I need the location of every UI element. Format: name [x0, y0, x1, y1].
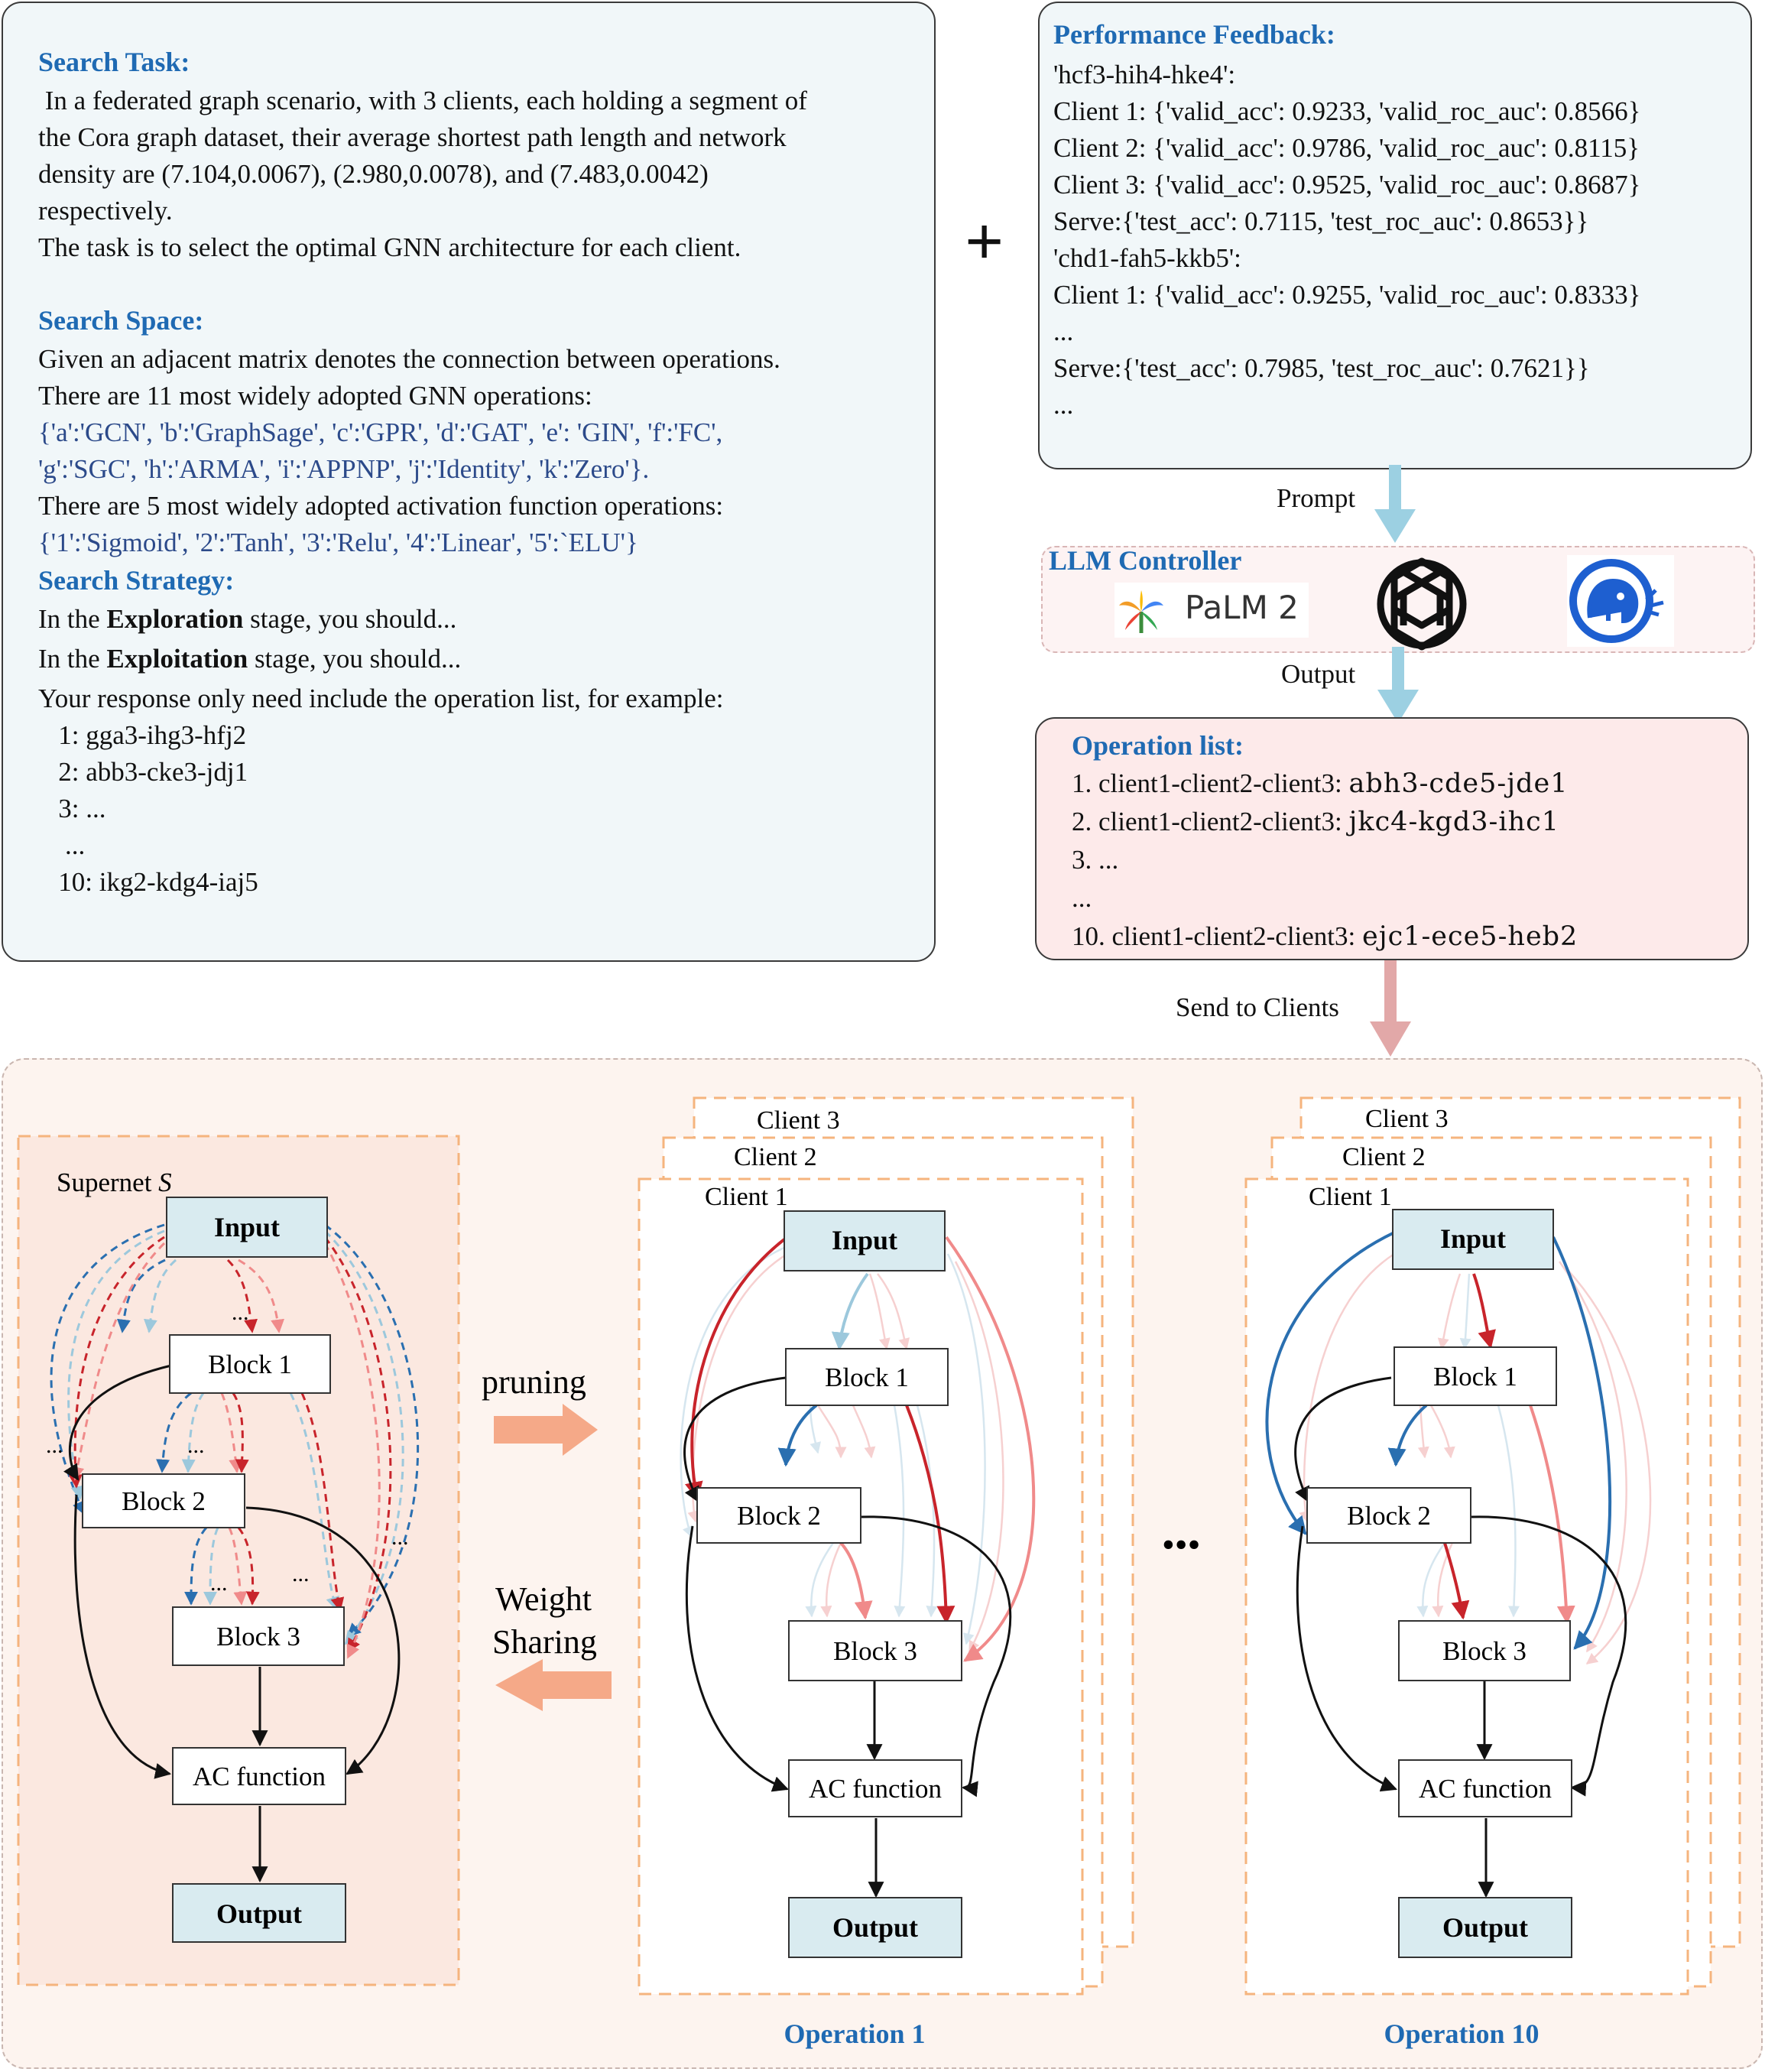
op10-client3-label: Client 3 [1365, 1105, 1449, 1133]
search-task-line: density are (7.104,0.0067), (2.980,0.0078), and (7.483,0.0042) [38, 159, 709, 189]
feedback-line: Client 3: {'valid_acc': 0.9525, 'valid_roc_auc': 0.8687} [1053, 170, 1641, 200]
supernet-input-node [167, 1197, 327, 1257]
op10-client2-label: Client 2 [1342, 1143, 1426, 1171]
operation-code: jkc4-kgd3-ihc1 [1348, 807, 1559, 837]
supernet-block1-node [170, 1335, 330, 1393]
svg-text:Input: Input [831, 1225, 898, 1255]
prompt-label: Prompt [1277, 483, 1356, 513]
palm-label: PaLM 2 [1185, 589, 1299, 626]
search-task-line: The task is to select the optimal GNN architecture for each client. [38, 232, 741, 262]
search-task-line: the Cora graph dataset, their average shortest path length and network [38, 122, 787, 152]
svg-text:Block 1: Block 1 [1433, 1362, 1517, 1392]
operation-code: abh3-cde5-jde1 [1348, 768, 1569, 799]
operation-prefix: 10. client1-client2-client3: [1072, 921, 1363, 951]
feedback-line: 'chd1-fah5-kkb5': [1053, 243, 1241, 273]
operation-code: ejc1-ece5-heb2 [1362, 921, 1578, 952]
op10-block2-node [1307, 1488, 1471, 1543]
exploration-word: Exploration [106, 604, 244, 634]
feedback-line: Serve:{'test_acc': 0.7985, 'test_roc_auc': 0.7621}} [1053, 353, 1590, 383]
supernet-ac-node [173, 1748, 346, 1804]
operation-list-title: Operation list: [1072, 730, 1244, 761]
pruning-label: pruning [482, 1363, 586, 1401]
supernet-frame [18, 1136, 459, 1985]
activation-intro: There are 5 most widely adopted activation function operations: [38, 491, 724, 521]
svg-text:...: ... [292, 1561, 310, 1586]
search-space-title: Search Space: [38, 305, 204, 336]
feedback-line: Serve:{'test_acc': 0.7115, 'test_roc_auc': 0.8653}} [1053, 206, 1589, 236]
svg-text:Output: Output [832, 1912, 919, 1943]
svg-text:...: ... [391, 1525, 409, 1550]
response-line: Your response only need include the operation list, for example: [38, 684, 724, 713]
feedback-line: 'hcf3-hih4-hke4': [1053, 60, 1236, 89]
op1-block2-node [697, 1488, 861, 1543]
svg-text:Input: Input [1439, 1223, 1507, 1254]
send-label: Send to Clients [1176, 992, 1339, 1022]
op1-block1-node [786, 1349, 948, 1405]
op10-block1-node [1394, 1347, 1556, 1405]
weight-sharing-arrow-icon [495, 1659, 612, 1711]
svg-text:Block 2: Block 2 [1347, 1501, 1431, 1531]
op10-input-node [1393, 1210, 1553, 1269]
example-line: 10: ikg2-kdg4-iaj5 [38, 867, 258, 897]
search-task-line: In a federated graph scenario, with 3 clients, each holding a segment of [38, 86, 807, 115]
svg-text:AC function: AC function [1418, 1774, 1552, 1804]
svg-text:Block 3: Block 3 [833, 1636, 917, 1666]
plus-icon: + [965, 204, 1004, 280]
exploitation-prefix: In the [38, 644, 107, 674]
search-task-line: respectively. [38, 196, 173, 226]
op10-block3-node [1399, 1621, 1570, 1681]
svg-text:Block 2: Block 2 [122, 1486, 206, 1516]
feedback-line: ... [1053, 390, 1074, 420]
operation-prefix: ... [1072, 883, 1092, 913]
svg-text:Block 3: Block 3 [216, 1622, 300, 1651]
op10-ac-node [1399, 1760, 1572, 1817]
exploitation-word: Exploitation [106, 644, 248, 674]
svg-text:...: ... [187, 1433, 205, 1458]
llm-controller-title: LLM Controller [1049, 545, 1242, 576]
weight-label: Weight [495, 1580, 592, 1618]
exploration-prefix: In the [38, 604, 107, 634]
search-strategy-title: Search Strategy: [38, 565, 235, 596]
svg-text:Block 1: Block 1 [208, 1349, 292, 1379]
op10-client1-label: Client 1 [1309, 1183, 1392, 1211]
example-line: 2: abb3-cke3-jdj1 [38, 757, 248, 787]
svg-text:Block 3: Block 3 [1442, 1636, 1527, 1666]
op1-input-node [784, 1211, 945, 1271]
op10-output-node [1399, 1898, 1572, 1957]
supernet-output-node [173, 1884, 346, 1942]
svg-text:Output: Output [216, 1898, 303, 1929]
feedback-line: ... [1053, 317, 1074, 346]
search-space-line: Given an adjacent matrix denotes the connection between operations. [38, 344, 780, 374]
operation1-caption: Operation 1 [784, 2018, 926, 2049]
pruning-arrow-icon [494, 1404, 598, 1456]
supernet-label: Supernet S [57, 1168, 172, 1197]
svg-text:...: ... [46, 1433, 63, 1458]
svg-text:...: ... [210, 1570, 228, 1596]
operation-prefix: 2. client1-client2-client3: [1072, 807, 1349, 836]
gnn-ops-line: 'g':'SGC', 'h':'ARMA', 'i':'APPNP', 'j':'Identity', 'k':'Zero'}. [38, 454, 650, 484]
feedback-line: Client 1: {'valid_acc': 0.9255, 'valid_roc_auc': 0.8333} [1053, 280, 1641, 310]
feedback-line: Client 1: {'valid_acc': 0.9233, 'valid_roc_auc': 0.8566} [1053, 96, 1641, 126]
operations-ellipsis: ••• [1162, 1525, 1201, 1565]
operation10-caption: Operation 10 [1384, 2018, 1540, 2049]
operation-prefix: 3. ... [1072, 845, 1119, 875]
exploration-suffix: stage, you should... [243, 604, 457, 634]
search-task-title: Search Task: [38, 47, 190, 77]
feedback-line: Client 2: {'valid_acc': 0.9786, 'valid_roc_auc': 0.8115} [1053, 133, 1640, 163]
exploitation-suffix: stage, you should... [248, 644, 462, 674]
operation-prefix: 1. client1-client2-client3: [1072, 768, 1349, 798]
svg-text:Output: Output [1442, 1912, 1529, 1943]
op1-block3-node [789, 1621, 962, 1681]
svg-text:Block 1: Block 1 [825, 1362, 909, 1392]
svg-text:...: ... [232, 1300, 249, 1325]
search-space-line: There are 11 most widely adopted GNN operations: [38, 381, 592, 411]
example-line: ... [38, 830, 86, 860]
op1-client2-label: Client 2 [734, 1143, 817, 1171]
sharing-label: Sharing [492, 1623, 597, 1661]
svg-text:AC function: AC function [808, 1774, 943, 1804]
supernet-block3-node [173, 1607, 344, 1665]
supernet-block2-node [83, 1474, 245, 1528]
example-line: 1: gga3-ihg3-hfj2 [38, 720, 247, 750]
example-line: 3: ... [38, 794, 106, 823]
feedback-title: Performance Feedback: [1053, 19, 1335, 50]
op1-output-node [789, 1898, 962, 1957]
svg-text:AC function: AC function [192, 1762, 326, 1791]
op1-client3-label: Client 3 [757, 1106, 840, 1135]
activation-ops-line: {'1':'Sigmoid', '2':'Tanh', '3':'Relu', '4':'Linear', '5':`ELU'} [38, 528, 638, 557]
svg-text:Block 2: Block 2 [737, 1501, 821, 1531]
op1-ac-node [789, 1760, 962, 1817]
op1-client1-label: Client 1 [705, 1183, 788, 1211]
svg-text:Input: Input [213, 1212, 281, 1242]
gnn-ops-line: {'a':'GCN', 'b':'GraphSage', 'c':'GPR', 'd':'GAT', 'e': 'GIN', 'f':'FC', [38, 417, 723, 447]
output-label: Output [1281, 659, 1356, 689]
